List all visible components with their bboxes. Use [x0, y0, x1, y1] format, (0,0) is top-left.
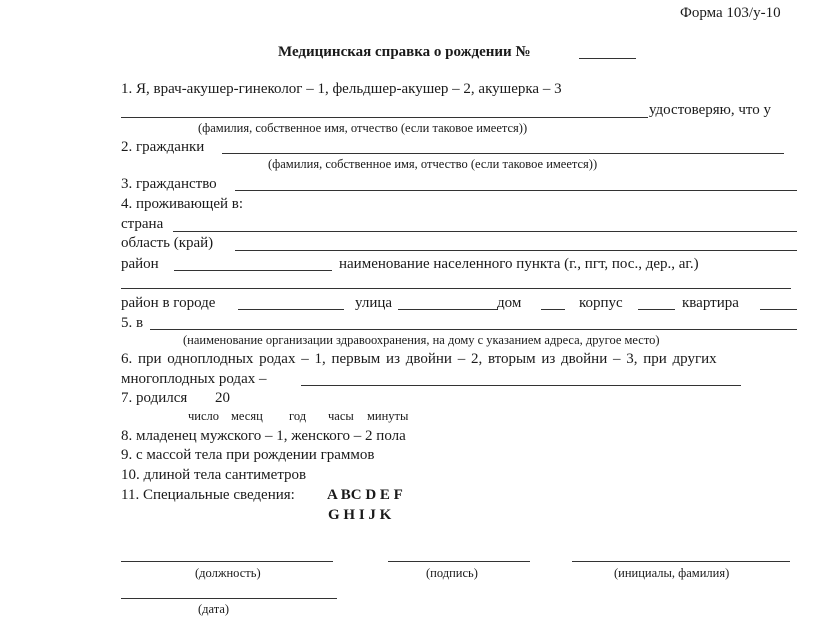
- item-5-hint: (наименование организации здравоохранения, на дому с указанием адреса, другое место): [183, 333, 660, 347]
- city-district-label: район в городе: [121, 295, 216, 311]
- street-field[interactable]: [398, 309, 498, 310]
- hint-minutes: минуты: [367, 409, 409, 423]
- item-1-suffix: удостоверяю, что у: [649, 102, 771, 118]
- date-field[interactable]: [121, 598, 337, 599]
- hint-day: число: [188, 409, 220, 423]
- item-7-label: 7. родился: [121, 390, 188, 406]
- form-code: Форма 103/у-10: [680, 5, 781, 21]
- birth-place-field[interactable]: [150, 329, 797, 330]
- citizenship-field[interactable]: [235, 190, 797, 191]
- street-label: улица: [355, 295, 393, 311]
- item-4-label: 4. проживающей в:: [121, 196, 244, 212]
- special-codes-row2: G H I J K: [328, 507, 392, 523]
- item-6-label-line2: многоплодных родах –: [121, 371, 267, 387]
- building-field[interactable]: [638, 309, 675, 310]
- hint-month: месяц: [231, 409, 263, 423]
- certificate-number-field[interactable]: [579, 58, 636, 59]
- apartment-label: квартира: [682, 295, 739, 311]
- item-6-label-line1: 6. при одноплодных родах – 1, первым из двойни – 2, вторым из двойни – 3, при других: [121, 351, 717, 367]
- signature-hint: (подпись): [426, 566, 478, 580]
- item-1-name-field[interactable]: [121, 117, 648, 118]
- special-codes-row1: A BC D E F: [327, 487, 403, 503]
- page-title: Медицинская справка о рождении №: [278, 44, 531, 60]
- item-1-label: 1. Я, врач-акушер-гинеколог – 1, фельдшер-акушер – 2, акушерка – 3: [121, 81, 562, 97]
- signature-field[interactable]: [388, 561, 530, 562]
- country-label: страна: [121, 216, 164, 232]
- hint-hours: часы: [328, 409, 354, 423]
- item-2-name-field[interactable]: [222, 153, 784, 154]
- region-label: область (край): [121, 235, 214, 251]
- hint-year: год: [289, 409, 307, 423]
- region-field[interactable]: [235, 250, 797, 251]
- building-label: корпус: [579, 295, 623, 311]
- item-2-hint: (фамилия, собственное имя, отчество (если таковое имеется)): [268, 157, 598, 171]
- multiple-birth-field[interactable]: [301, 385, 741, 386]
- date-hint: (дата): [198, 602, 230, 616]
- initials-field[interactable]: [572, 561, 790, 562]
- position-hint: (должность): [195, 566, 261, 580]
- district-label: район: [121, 256, 159, 272]
- birth-year-prefix: 20: [215, 390, 230, 406]
- settlement-field[interactable]: [121, 288, 791, 289]
- house-label: дом: [497, 295, 522, 311]
- item-9-label: 9. с массой тела при рождении граммов: [121, 447, 375, 463]
- house-field[interactable]: [541, 309, 565, 310]
- city-district-field[interactable]: [238, 309, 344, 310]
- country-field[interactable]: [173, 231, 797, 232]
- item-5-label: 5. в: [121, 315, 144, 331]
- apartment-field[interactable]: [760, 309, 797, 310]
- position-field[interactable]: [121, 561, 333, 562]
- item-10-label: 10. длиной тела сантиметров: [121, 467, 307, 483]
- item-1-hint: (фамилия, собственное имя, отчество (если таковое имеется)): [198, 121, 528, 135]
- item-11-label: 11. Специальные сведения:: [121, 487, 295, 503]
- district-field[interactable]: [174, 270, 332, 271]
- item-2-label: 2. гражданки: [121, 139, 205, 155]
- item-3-label: 3. гражданство: [121, 176, 217, 192]
- settlement-label: наименование населенного пункта (г., пгт, пос., дер., аг.): [339, 256, 699, 272]
- item-8-label: 8. младенец мужского – 1, женского – 2 пола: [121, 428, 406, 444]
- initials-hint: (инициалы, фамилия): [614, 566, 730, 580]
